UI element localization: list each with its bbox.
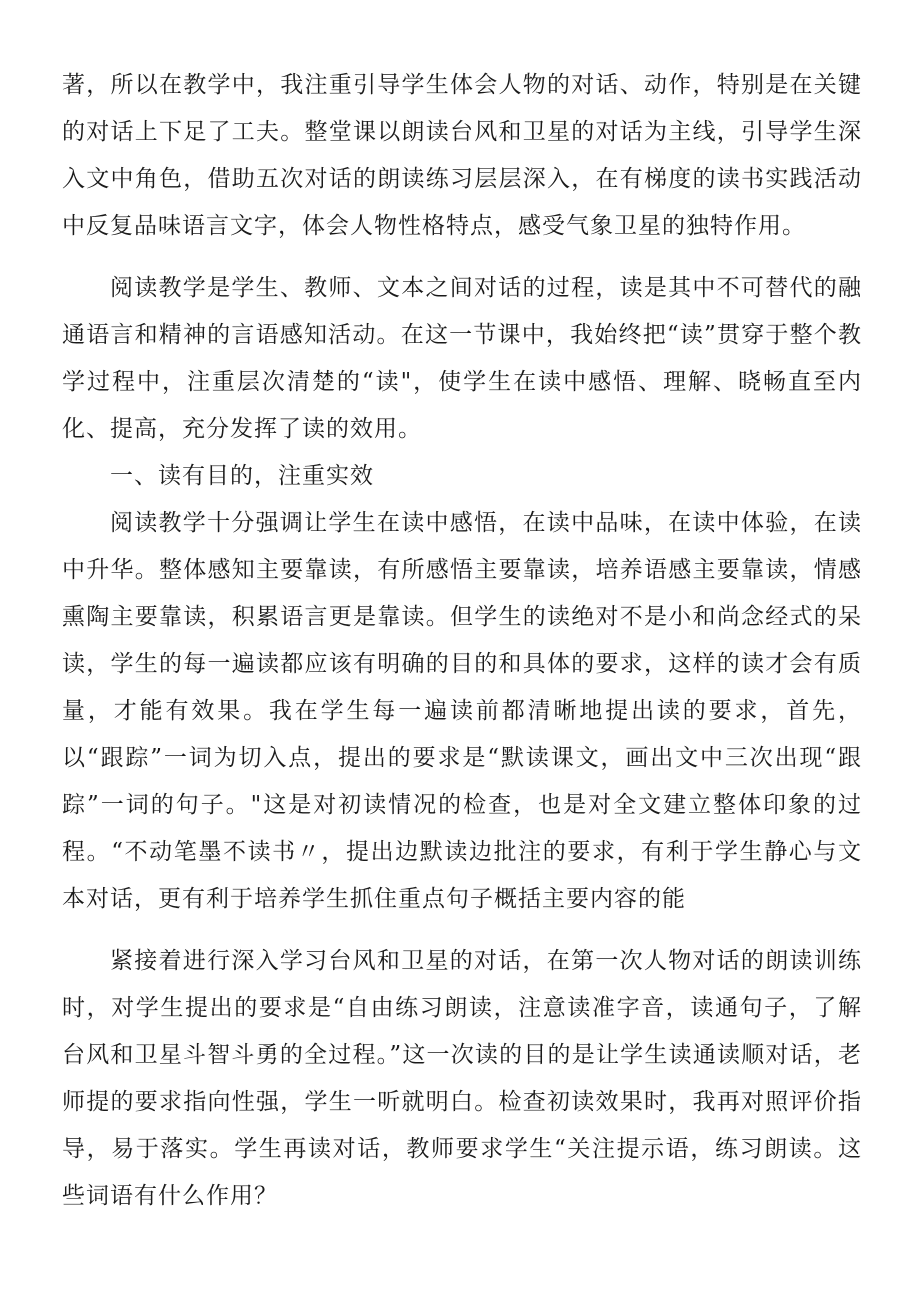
paragraph-reading-teaching: 阅读教学是学生、教师、文本之间对话的过程，读是其中不可替代的融通语言和精神的言语感知活动。在这一节课中，我始终把“读”贯穿于整个教学过程中，注重层次清楚的“读"，使学生在读中感悟、理解、晓畅直至内化、提高，充分发挥了读的效用。 <box>62 275 862 442</box>
paragraph-dialogue-practice: 紧接着进行深入学习台风和卫星的对话，在第一次人物对话的朗读训练时，对学生提出的要求是“自由练习朗读，注意读准字音，读通句子，了解台风和卫星斗智斗勇的全过程。”这一次读的目的是让学生读通读顺对话，老师提的要求指向性强，学生一听就明白。检查初读效果时，我再对照评价指导，易于落实。学生再读对话，教师要求学生“关注提示语，练习朗读。这些词语有什么作用？ <box>62 948 862 1209</box>
paragraph-reading-purpose: 阅读教学十分强调让学生在读中感悟，在读中品味，在读中体验，在读中升华。整体感知主要靠读，有所感悟主要靠读，培养语感主要靠读，情感熏陶主要靠读，积累语言更是靠读。但学生的读绝对不是小和尚念经式的呆读，学生的每一遍读都应该有明确的目的和具体的要求，这样的读才会有质量，才能有效果。我在学生每一遍读前都清晰地提出读的要求，首先，以“跟踪”一词为切入点，提出的要求是“默读课文，画出文中三次出现“跟踪”一词的句子。"这是对初读情况的检查，也是对全文建立整体印象的过程。“不动笔墨不读书〃，提出边默读边批注的要求，有利于学生静心与文本对话，更有利于培养学生抓住重点句子概括主要内容的能 <box>62 510 862 912</box>
document-page <box>62 62 862 1220</box>
paragraph-continuation: 著，所以在教学中，我注重引导学生体会人物的对话、动作，特别是在关键的对话上下足了工夫。整堂课以朗读台风和卫星的对话为主线，引导学生深入文中角色，借助五次对话的朗读练习层层深入，在有梯度的读书实践活动中反复品味语言文字，体会人物性格特点，感受气象卫星的独特作用。 <box>62 72 862 239</box>
section-heading: 一、读有目的，注重实效 <box>110 463 374 489</box>
paragraph-gap <box>62 923 862 938</box>
paragraph-gap <box>62 250 862 265</box>
